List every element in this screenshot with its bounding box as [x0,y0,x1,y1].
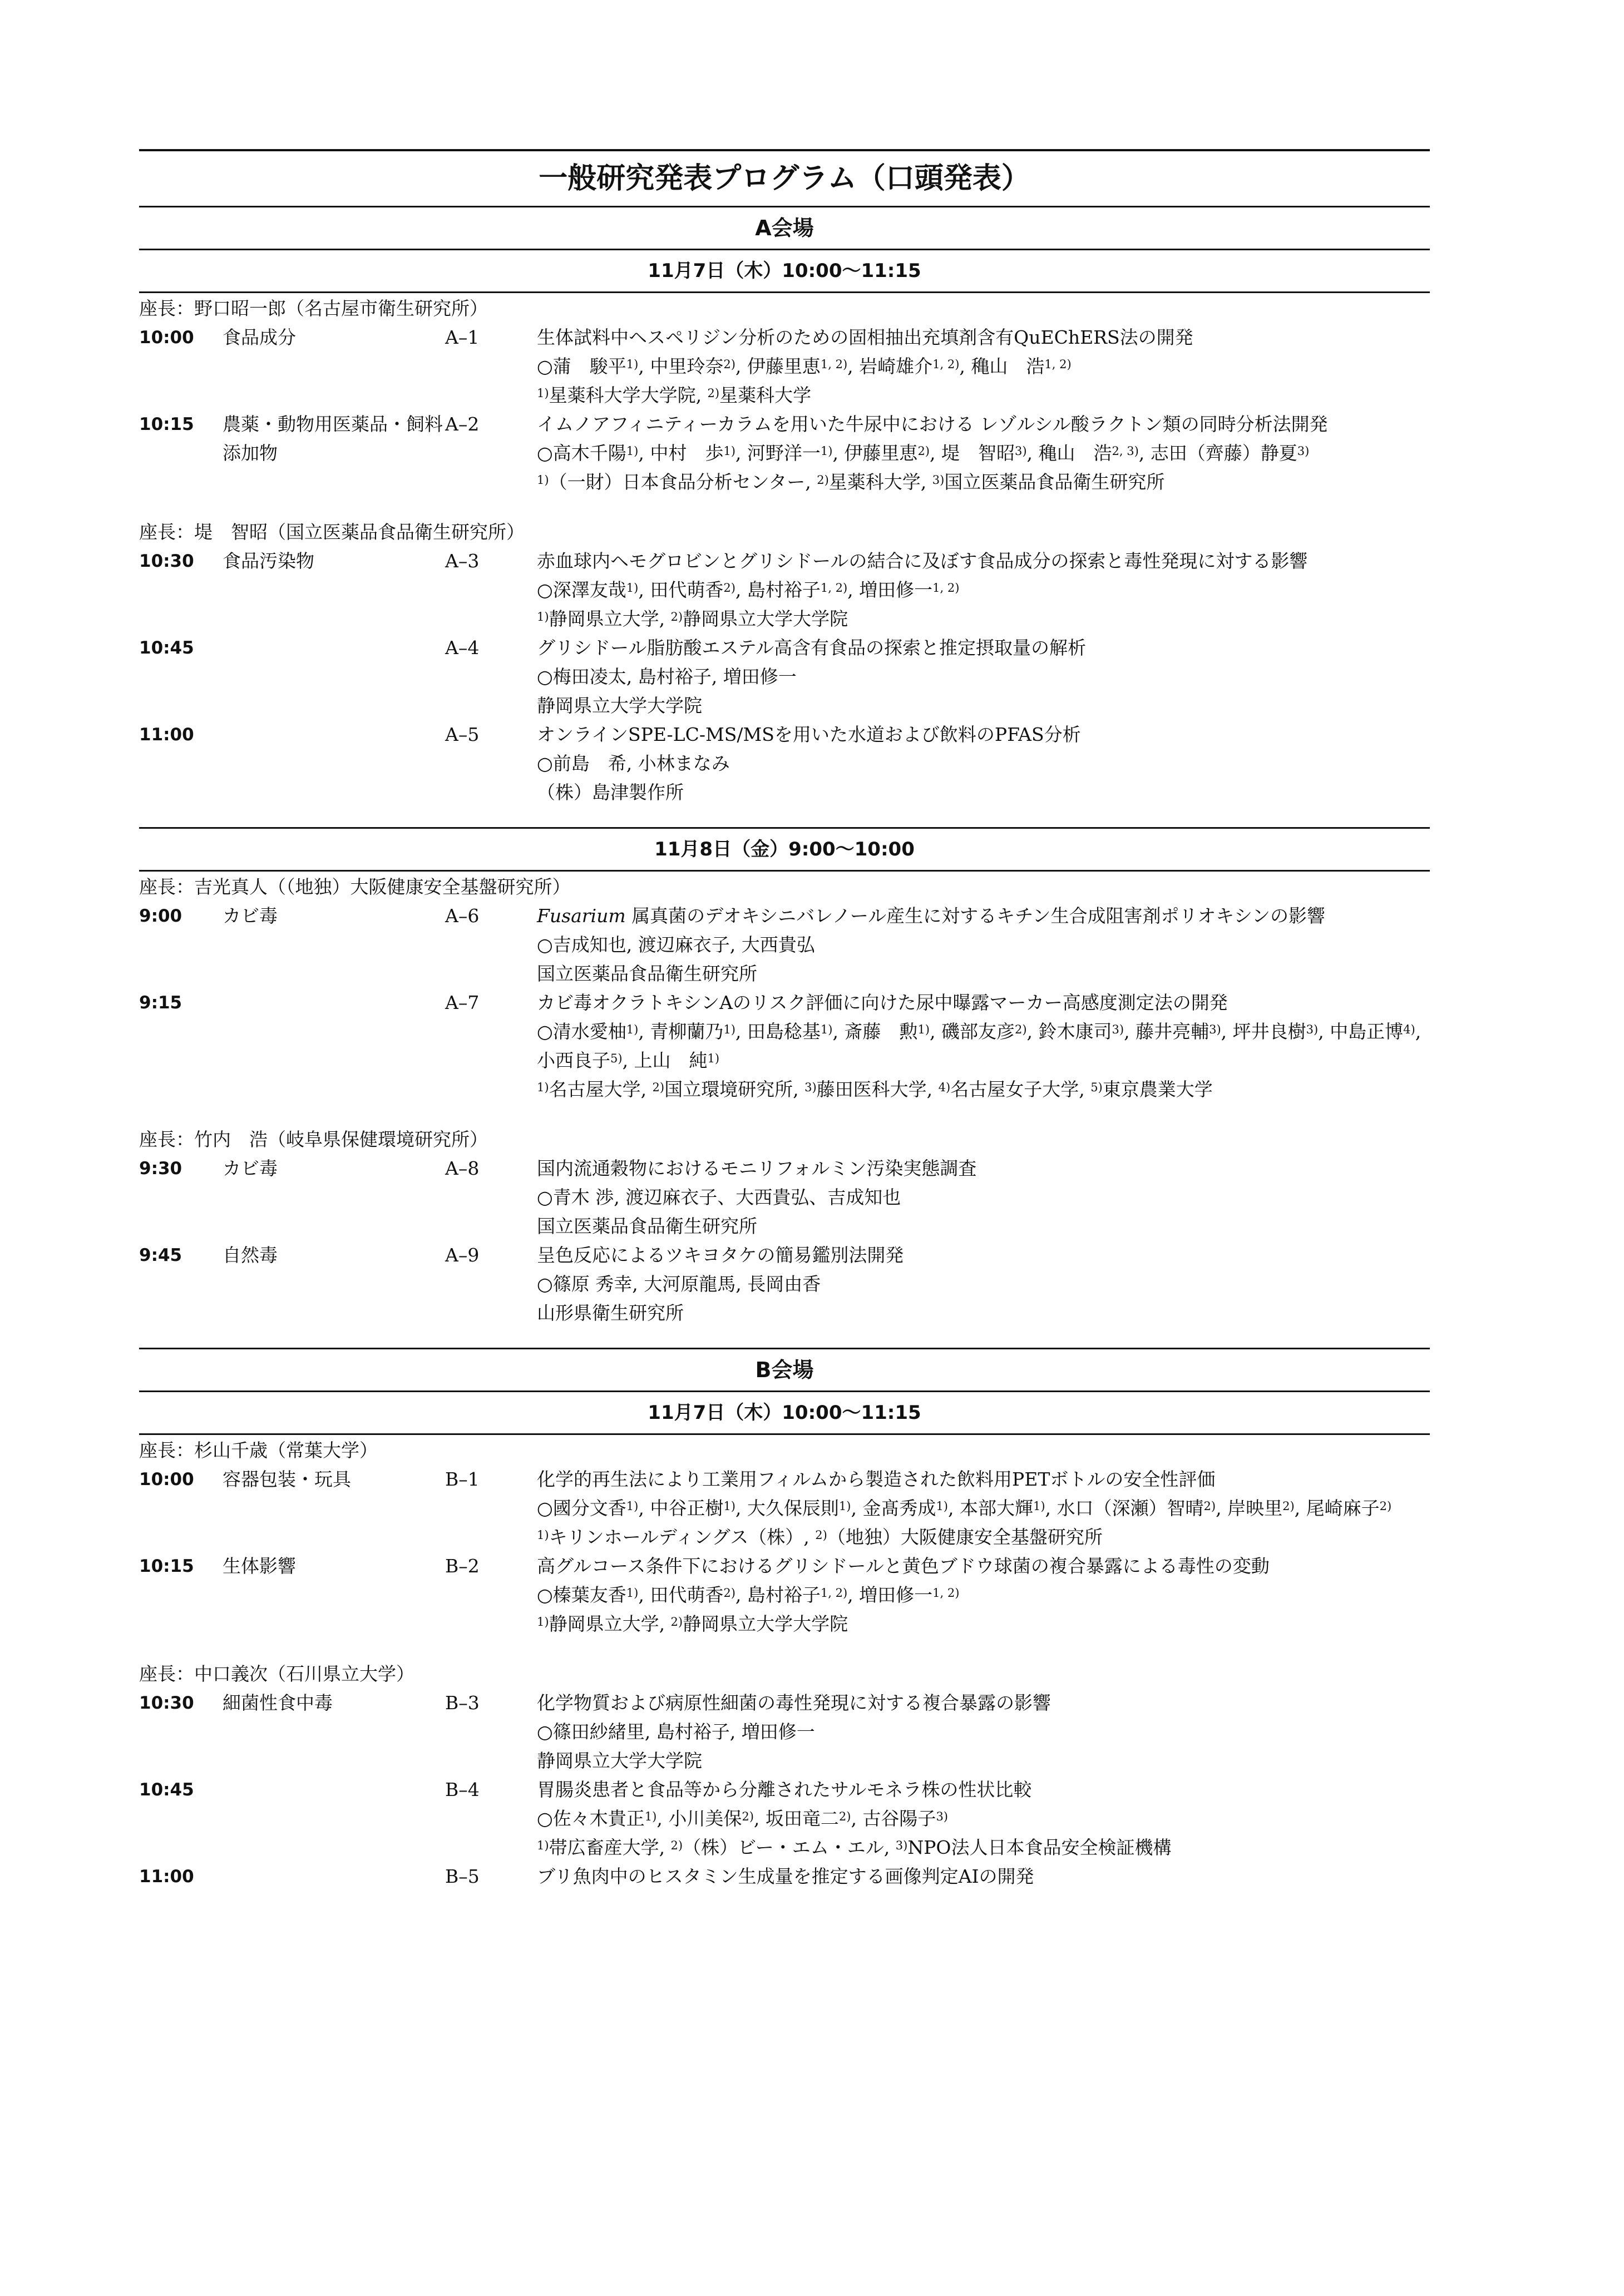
entry-code: A–3 [445,550,480,572]
presentation-entry [139,634,1430,720]
entry-code: B–5 [445,1866,480,1887]
entry-affiliation: 国立医薬品食品衛生研究所 [537,963,757,984]
entry-title [537,902,1430,931]
chair-line: 座長：野口昭一郎（名古屋市衛生研究所） [139,298,488,319]
session-date: 11月7日（木）10:00～11:15 [648,260,921,282]
entry-authors: ○佐々木貴正$^{1)}$, 小川美保$^{2)}$, 坂田竜二$^{2)}$, 古谷陽子$^{3)}$ [537,1808,948,1829]
day-gap [139,1328,1430,1348]
presentation-entry [139,902,1430,988]
entry-title: 生体試料中ヘスペリジン分析のための固相抽出充填剤含有QuEChERS法の開発 [537,326,1193,348]
entry-code: A–1 [445,326,480,348]
presentation-entry [139,323,1430,410]
entry-body [537,720,1430,807]
entry-category [223,634,445,720]
presentation-entry [139,720,1430,807]
entry-category: カビ毒 [223,905,278,927]
entry-title: オンラインSPE-LC-MS/MSを用いた水道および飲料のPFAS分析 [537,724,1081,745]
chair-line: 座長：竹内 浩（岐阜県保健環境研究所） [139,1129,488,1150]
entry-title: 赤血球内ヘモグロビンとグリシドールの結合に及ぼす食品成分の探索と毒性発現に対する影響 [537,550,1308,572]
entry-affiliation: $^{1)}$（一財）日本食品分析センター, $^{2)}$星薬科大学, $^{3)}$国立医薬品食品衛生研究所 [537,471,1165,493]
entry-body [537,634,1430,720]
entry-title: ブリ魚肉中のヒスタミン生成量を推定する画像判定AIの開発 [537,1866,1034,1887]
date-rule-bottom [139,870,1430,872]
entry-category: 生体影響 [223,1555,296,1577]
entry-category [223,1775,445,1862]
entry-time: 10:00 [139,1469,194,1490]
entry-title: 胃腸炎患者と食品等から分離されたサルモネラ株の性状比較 [537,1779,1032,1800]
presentation-entry [139,547,1430,634]
entry-title: 化学物質および病原性細菌の毒性発現に対する複合暴露の影響 [537,1692,1051,1714]
entry-affiliation: $^{1)}$名古屋大学, $^{2)}$国立環境研究所, $^{3)}$藤田医科大学, $^{4)}$名古屋女子大学, $^{5)}$東京農業大学 [537,1078,1213,1100]
entry-authors: ○吉成知也, 渡辺麻衣子, 大西貴弘 [537,934,815,956]
chair-line: 座長：杉山千歳（常葉大学） [139,1439,378,1461]
entry-body [537,988,1430,1104]
entry-body [537,1154,1430,1241]
entry-time: 10:15 [139,1556,194,1576]
entry-body [537,1241,1430,1328]
entry-category: 食品成分 [223,326,296,348]
entry-authors: ○梅田凌太, 島村裕子, 増田修一 [537,666,797,687]
hall-label: B会場 [755,1358,814,1382]
presentation-entry [139,1154,1430,1241]
entry-affiliation: 山形県衛生研究所 [537,1302,684,1324]
presentation-entry [139,1862,1430,1891]
session-gap [139,1639,1430,1659]
date-rule-bottom [139,1433,1430,1435]
day-gap [139,807,1430,827]
entry-time: 11:00 [139,725,194,745]
entry-code: B–1 [445,1468,480,1490]
entry-affiliation: 静岡県立大学大学院 [537,1750,702,1772]
entry-time: 10:15 [139,414,194,434]
entry-affiliation: 国立医薬品食品衛生研究所 [537,1215,757,1237]
entry-title: カビ毒オクラトキシンAのリスク評価に向けた尿中曝露マーカー高感度測定法の開発 [537,992,1228,1013]
entry-affiliation: $^{1)}$静岡県立大学, $^{2)}$静岡県立大学大学院 [537,608,848,630]
entry-category: 細菌性食中毒 [223,1692,333,1714]
presentation-entry [139,1241,1430,1328]
entry-title-italic: Fusarium [537,905,626,927]
entry-category: 容器包装・玩具 [223,1468,351,1490]
hall-label: A会場 [755,216,814,240]
entry-code: A–6 [445,905,480,927]
entry-time: 11:00 [139,1867,194,1887]
entry-body [537,902,1430,988]
entry-code: B–3 [445,1692,480,1714]
program-content [139,206,1430,1911]
entry-affiliation: （株）島津製作所 [537,781,684,803]
entry-category [223,988,445,1104]
entry-code: A–4 [445,637,480,659]
entry-title: 呈色反応によるツキヨタケの簡易鑑別法開発 [537,1244,904,1266]
entry-authors: ○篠田紗緒里, 島村裕子, 増田修一 [537,1721,815,1743]
session-date: 11月8日（金）9:00～10:00 [654,838,915,860]
entry-time: 10:00 [139,328,194,348]
entry-time: 10:30 [139,1693,194,1713]
entry-body [537,323,1430,410]
entry-authors: ○深澤友哉$^{1)}$, 田代萌香$^{2)}$, 島村裕子$^{1, 2)}$, 増田修一$^{1, 2)}$ [537,579,960,601]
entry-authors: ○青木 渉, 渡辺麻衣子、大西貴弘、吉成知也 [537,1186,901,1208]
entry-time: 10:30 [139,551,194,571]
entry-time: 9:00 [139,906,182,926]
entry-category [223,720,445,807]
presentation-entry [139,988,1430,1104]
entry-affiliation: $^{1)}$キリンホールディングス（株）, $^{2)}$（地独）大阪健康安全基盤研究所 [537,1526,1103,1548]
entry-body [537,1552,1430,1639]
entry-code: B–4 [445,1779,480,1800]
presentation-entry [139,1552,1430,1639]
session-date: 11月7日（木）10:00～11:15 [648,1402,921,1424]
entry-authors: ○前島 希, 小林まなみ [537,753,730,774]
day-gap [139,1891,1430,1911]
page-title: 一般研究発表プログラム（口頭発表） [539,162,1030,195]
entry-title: グリシドール脂肪酸エステル高含有食品の探索と推定摂取量の解析 [537,637,1087,659]
entry-body [537,1689,1430,1775]
entry-authors: ○蒲 駿平$^{1)}$, 中里玲奈$^{2)}$, 伊藤里恵$^{1, 2)}$, 岩崎雄介$^{1, 2)}$, 穐山 浩$^{1, 2)}$ [537,355,1072,377]
entry-title: 高グルコース条件下におけるグリシドールと黄色ブドウ球菌の複合暴露による毒性の変動 [537,1555,1270,1577]
entry-time: 9:30 [139,1159,182,1179]
entry-category: 自然毒 [223,1244,278,1266]
presentation-entry [139,1465,1430,1552]
entry-title-rest: 属真菌のデオキシニバレノール産生に対するキチン生合成阻害剤ポリオキシンの影響 [625,905,1326,927]
entry-title: 国内流通穀物におけるモニリフォルミン汚染実態調査 [537,1157,977,1179]
entry-category [223,1862,445,1891]
entry-body [537,547,1430,634]
chair-line: 座長：中口義次（石川県立大学） [139,1663,414,1685]
entry-title: 化学的再生法により工業用フィルムから製造された飲料用PETボトルの安全性評価 [537,1468,1216,1490]
session-gap [139,497,1430,517]
session-gap [139,1104,1430,1124]
entry-authors: ○高木千陽$^{1)}$, 中村 歩$^{1)}$, 河野洋一$^{1)}$, 伊藤里恵$^{2)}$, 堤 智昭$^{3)}$, 穐山 浩$^{2, 3)}$, 志田（齊藤）静夏$^{3)}$ [537,442,1310,464]
entry-code: A–9 [445,1244,480,1266]
entry-body [537,1465,1430,1552]
entry-authors: ○榛葉友香$^{1)}$, 田代萌香$^{2)}$, 島村裕子$^{1, 2)}$, 増田修一$^{1, 2)}$ [537,1584,960,1606]
entry-body [537,1775,1430,1862]
presentation-entry [139,1689,1430,1775]
entry-code: B–2 [445,1555,480,1577]
entry-category: 食品汚染物 [223,550,314,572]
entry-time: 9:45 [139,1245,182,1265]
entry-affiliation: $^{1)}$星薬科大学大学院, $^{2)}$星薬科大学 [537,384,812,406]
entry-title: イムノアフィニティーカラムを用いた牛尿中における レゾルシル酸ラクトン類の同時分析法開発 [537,413,1328,435]
entry-time: 10:45 [139,1780,194,1800]
presentation-entry [139,410,1430,497]
entry-time: 10:45 [139,638,194,658]
entry-authors: ○清水愛柚$^{1)}$, 青柳蘭乃$^{1)}$, 田島稔基$^{1)}$, 斎藤 勲$^{1)}$, 磯部友彦$^{2)}$, 鈴木康司$^{3)}$, 藤井亮輔$^{3)}$, 坪井良樹$^{3)}$, 中島正博$^{4)}$, 小西良子$^{5)}$, 上山 純$^{1)}$ [537,1021,1421,1071]
entry-code: A–8 [445,1157,480,1179]
entry-authors: ○國分文香$^{1)}$, 中谷正樹$^{1)}$, 大久保辰則$^{1)}$, 金髙秀成$^{1)}$, 本部大輝$^{1)}$, 水口（深瀬）智晴$^{2)}$, 岸映里$^{2)}$, 尾崎麻子$^{2)}$ [537,1497,1392,1519]
entry-affiliation: 静岡県立大学大学院 [537,695,702,716]
chair-line: 座長：堤 智昭（国立医薬品食品衛生研究所） [139,521,525,543]
entry-authors: ○篠原 秀幸, 大河原龍馬, 長岡由香 [537,1273,821,1295]
entry-category: 農薬・動物用医薬品・飼料添加物 [223,413,443,464]
entry-affiliation: $^{1)}$静岡県立大学, $^{2)}$静岡県立大学大学院 [537,1613,848,1635]
presentation-entry [139,1775,1430,1862]
entry-code: A–7 [445,992,480,1013]
entry-time: 9:15 [139,993,182,1013]
program-page [139,149,1430,1911]
chair-line: 座長：吉光真人（（地独）大阪健康安全基盤研究所） [139,876,571,898]
entry-code: A–5 [445,724,480,745]
entry-body [537,410,1430,497]
entry-code: A–2 [445,413,480,435]
date-rule-bottom [139,291,1430,293]
entry-category: カビ毒 [223,1157,278,1179]
entry-body [537,1862,1430,1891]
entry-affiliation: $^{1)}$帯広畜産大学, $^{2)}$（株）ビー・エム・エル, $^{3)}$NPO法人日本食品安全検証機構 [537,1837,1172,1858]
